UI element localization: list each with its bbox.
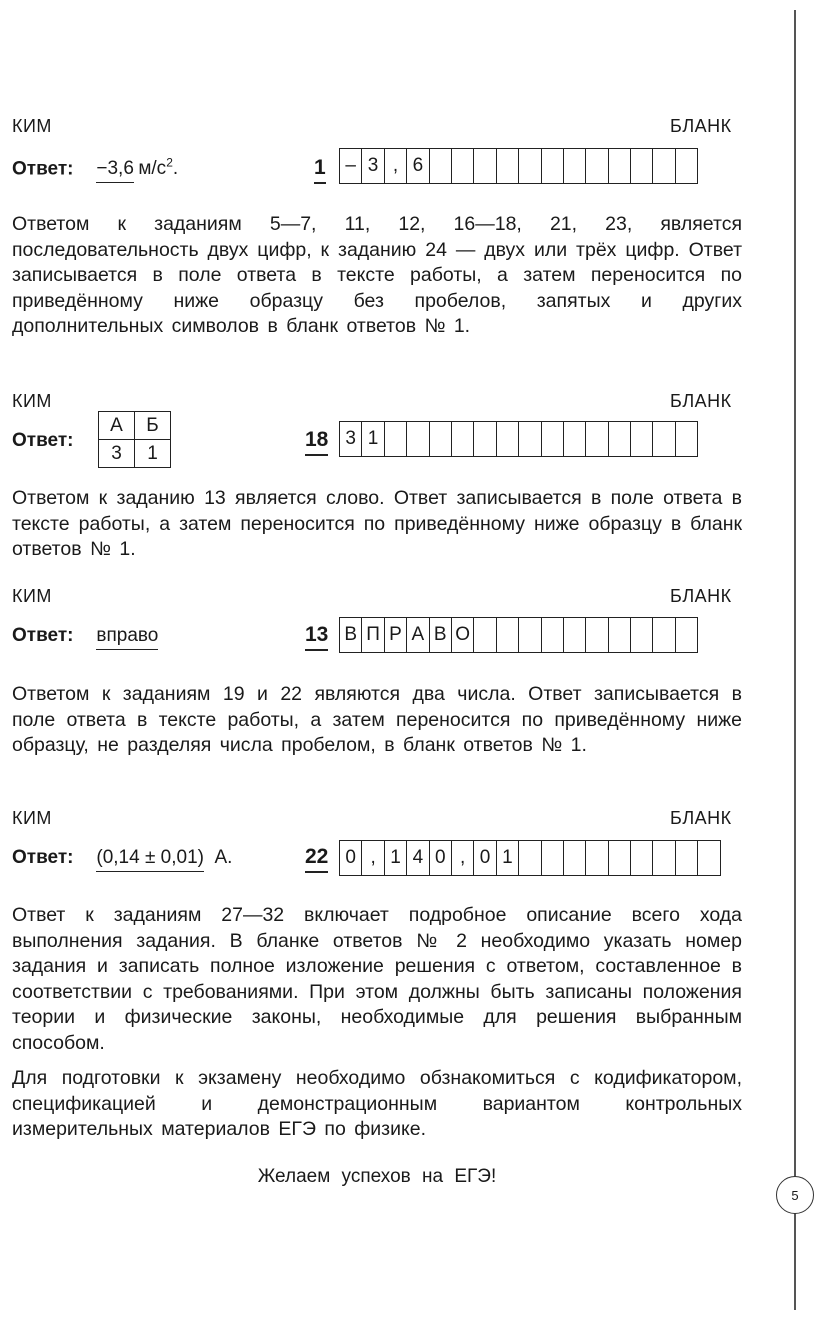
- answer-cell: [497, 149, 519, 183]
- answer-cell: [631, 618, 653, 652]
- answer-value: −3,6: [96, 158, 134, 183]
- table-header: А: [99, 412, 135, 440]
- answer-cell: [542, 149, 564, 183]
- answer-cell: [474, 149, 496, 183]
- answer-cell: [676, 422, 698, 456]
- answer-cell: [631, 422, 653, 456]
- answer-cell: 1: [497, 841, 519, 875]
- answer-cell: [676, 841, 698, 875]
- answer-cell: 0: [474, 841, 496, 875]
- answer-cell: [586, 149, 608, 183]
- answer-cell: 6: [407, 149, 429, 183]
- blank-label: БЛАНК: [670, 391, 732, 411]
- answer-cell: [586, 618, 608, 652]
- answer-cell: ,: [362, 841, 384, 875]
- table-cell: 1: [135, 440, 171, 468]
- answer-unit: А.: [214, 847, 233, 868]
- answer-cell: [609, 618, 631, 652]
- answer-cells: [339, 421, 698, 457]
- answer-cell: [653, 841, 675, 875]
- kim-label: КИМ: [12, 586, 52, 606]
- kim-label: КИМ: [12, 116, 52, 136]
- answer-value: (0,14 ± 0,01): [96, 847, 204, 872]
- answer-cell: Р: [385, 618, 407, 652]
- answer-cell: [519, 841, 541, 875]
- answer-cell: [497, 422, 519, 456]
- paragraph: Ответ к заданиям 27—32 включает подробное описание всего хода выполнения задания. В бланке ответов № 2 необходимо указать номер задания и записать полное изложение решения с ответом, составленное в соответствии с требованиями. При этом должны быть записаны положения теории и физические законы, необходимые для решения выбранным способом.: [12, 904, 742, 1054]
- answer-cell: [653, 422, 675, 456]
- answer-cell: [519, 618, 541, 652]
- kim-label: КИМ: [12, 391, 52, 411]
- answer-cells: [339, 148, 698, 184]
- answer-cell: [631, 149, 653, 183]
- task-number: 22: [305, 845, 328, 873]
- answer-line: [12, 625, 158, 647]
- answer-cell: А: [407, 618, 429, 652]
- answer-cell: [586, 422, 608, 456]
- answer-cell: [519, 149, 541, 183]
- answer-cell: –: [340, 149, 362, 183]
- answer-line: [12, 847, 232, 869]
- answer-cell: [474, 618, 496, 652]
- answer-cell: [564, 618, 586, 652]
- answer-cell: [542, 618, 564, 652]
- answer-cell: [609, 149, 631, 183]
- answer-cell: [586, 841, 608, 875]
- answer-cell: [564, 422, 586, 456]
- answer-cell: [542, 422, 564, 456]
- answer-cell: [452, 422, 474, 456]
- answer-cell: [564, 841, 586, 875]
- answer-unit: $м/с^2$.: [138, 156, 179, 180]
- answer-cell: [497, 618, 519, 652]
- answer-cell: [564, 149, 586, 183]
- answer-cell: [542, 841, 564, 875]
- otvet-label: Ответ:: [12, 625, 74, 646]
- answer-table: [98, 411, 171, 468]
- answer-cell: [430, 422, 452, 456]
- answer-cell: [452, 149, 474, 183]
- answer-cell: В: [340, 618, 362, 652]
- margin-rule: [794, 10, 796, 1310]
- answer-cells: [339, 840, 721, 876]
- kim-label: КИМ: [12, 808, 52, 828]
- answer-cell: [698, 841, 720, 875]
- answer-cell: ,: [385, 149, 407, 183]
- otvet-label: Ответ:: [12, 847, 74, 868]
- answer-cell: В: [430, 618, 452, 652]
- answer-cell: 1: [385, 841, 407, 875]
- paragraph: Ответом к заданиям 5—7, 11, 12, 16—18, 21, 23, является последовательность двух цифр, к заданию 24 — двух или трёх цифр. Ответ записывается в поле ответа в тексте работы, а затем переносится по приведённому ниже образцу без пробелов, запятых и других дополнительных символов в бланк ответов № 1.: [12, 213, 742, 337]
- otvet-label: Ответ:: [12, 430, 74, 451]
- answer-cell: [385, 422, 407, 456]
- answer-cell: [653, 149, 675, 183]
- otvet-label: Ответ:: [12, 158, 74, 180]
- answer-line: [12, 156, 178, 180]
- blank-label: БЛАНК: [670, 808, 732, 828]
- answer-cell: [609, 841, 631, 875]
- answer-cell: 3: [340, 422, 362, 456]
- answer-cell: [519, 422, 541, 456]
- answer-cell: [631, 841, 653, 875]
- answer-cell: П: [362, 618, 384, 652]
- answer-cell: [676, 618, 698, 652]
- paragraph: Ответом к заданию 13 является слово. Ответ записывается в поле ответа в тексте работы, а затем переносится по приведённому ниже образцу в бланк ответов № 1.: [12, 487, 742, 560]
- page-number: 5: [776, 1176, 814, 1214]
- answer-cell: 3: [362, 149, 384, 183]
- task-number: 1: [314, 156, 326, 184]
- answer-cell: О: [452, 618, 474, 652]
- answer-cell: [653, 618, 675, 652]
- answer-cell: 0: [430, 841, 452, 875]
- answer-cell: 4: [407, 841, 429, 875]
- answer-cell: [676, 149, 698, 183]
- answer-cell: [430, 149, 452, 183]
- answer-value: вправо: [96, 625, 158, 650]
- table-cell: 3: [99, 440, 135, 468]
- answer-cells: [339, 617, 698, 653]
- paragraph: Для подготовки к экзамену необходимо обзнакомиться с кодификатором, спецификацией и демонстрационным вариантом контрольных измерительных материалов ЕГЭ по физике.: [12, 1067, 742, 1140]
- answer-cell: [407, 422, 429, 456]
- table-header: Б: [135, 412, 171, 440]
- answer-cell: 1: [362, 422, 384, 456]
- closing-line: Желаем успехов на ЕГЭ!: [257, 1166, 497, 1187]
- blank-label: БЛАНК: [670, 116, 732, 136]
- blank-label: БЛАНК: [670, 586, 732, 606]
- answer-cell: ,: [452, 841, 474, 875]
- task-number: 18: [305, 428, 328, 456]
- answer-cell: [609, 422, 631, 456]
- task-number: 13: [305, 623, 328, 651]
- paragraph: Ответом к заданиям 19 и 22 являются два числа. Ответ записывается в поле ответа в тексте работы, а затем переносится по приведённому ниже образцу, не разделяя числа пробелом, в бланк ответов № 1.: [12, 683, 742, 756]
- answer-cell: 0: [340, 841, 362, 875]
- answer-cell: [474, 422, 496, 456]
